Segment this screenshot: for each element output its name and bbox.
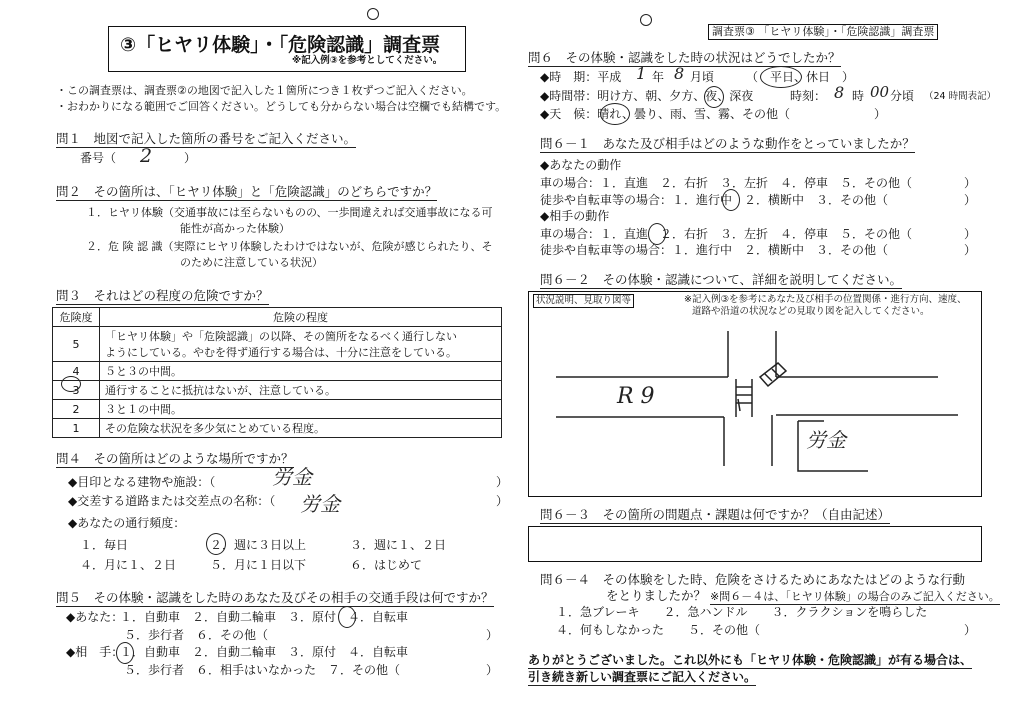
- risk-desc: [100, 327, 502, 362]
- q2-option-2[interactable]: ２．危 険 認 識（実際にヒヤリ体験したわけではないが、危険が感じられたり、そ: [86, 240, 493, 253]
- q5-you-options[interactable]: １．自動車 ２．自動二輪車 ３．原付 ４．自転車: [120, 610, 409, 624]
- q2-option-1[interactable]: １．ヒヤリ体験（交通事故には至らないものの、一歩間違えれば交通事故になる可: [86, 206, 493, 219]
- freq-option-5[interactable]: ５．月に１日以下: [210, 558, 307, 572]
- q6-period-month[interactable]: 8: [674, 64, 685, 83]
- risk-level: 3: [53, 381, 100, 400]
- q6-period-year-unit: 年: [652, 70, 665, 84]
- q6-1-you-car-close: ）: [964, 176, 977, 190]
- q6-4-label-cont: をとりましたか？: [606, 588, 707, 603]
- risk-row-1[interactable]: [53, 419, 502, 438]
- q4-crossroad-answer[interactable]: 労金: [300, 492, 340, 516]
- q4-frequency-label: ◆あなたの通行頻度：: [68, 516, 186, 530]
- q6-time-label[interactable]: ◆時間帯：明け方、朝、夕方、夜、深夜: [540, 89, 754, 103]
- q6-clock-hour[interactable]: 8: [834, 83, 845, 102]
- sketch-box-title: 状況説明、見取り図等: [533, 294, 634, 308]
- q6-4-note: ※問６－４は、「ヒヤリ体験」の場合のみご記入ください。: [710, 590, 1000, 603]
- risk-row-5[interactable]: [53, 327, 502, 362]
- q6-clock-minute-unit: 分頃: [890, 89, 915, 103]
- q6-1-you-heading: ◆あなたの動作: [540, 158, 622, 172]
- q6-4-options-1[interactable]: １．急ブレーキ ２．急ハンドル ３．クラクションを鳴らした: [556, 605, 928, 619]
- q6-clock-hour-unit: 時: [852, 89, 865, 103]
- q6-period-year[interactable]: 1: [636, 64, 647, 83]
- q6-3-label: 問６－３ その箇所の問題点・課題は何ですか？（自由記述）: [540, 507, 891, 522]
- q5-you-label: ◆あなた：: [66, 610, 124, 624]
- closing-line-1: ありがとうございました。これ以外にも「ヒヤリ体験・危険認識」が有る場合は、: [528, 653, 973, 667]
- q5-other-label: ◆相 手：: [66, 645, 124, 659]
- sketch-building-label: 労金: [806, 428, 846, 452]
- weather-sunny-circle: [600, 103, 630, 125]
- sketch-drawing: [528, 291, 980, 495]
- title-note: ※記入例③を参考としてください。: [292, 55, 443, 66]
- other-straight-circle: [648, 223, 666, 245]
- q6-1-label: 問６－１ あなた及び相手はどのような動作をとっていましたか？: [540, 136, 915, 151]
- q5-other-options[interactable]: １．自動車 ２．自動二輪車 ３．原付 ４．自転車: [120, 645, 409, 659]
- intro-line-2: ・おわかりになる範囲でご回答ください。どうしても分からない場合は空欄でも結構です。: [56, 100, 507, 113]
- q4-landmark-close: ）: [496, 475, 509, 489]
- q6-2-label: 問６－２ その体験・認識について、詳細を説明してください。: [540, 272, 903, 287]
- sketch-note-2: 道路や沿道の状況などの見取り図を記入してください。: [692, 306, 930, 317]
- q6-3-answer-box[interactable]: [528, 526, 982, 562]
- q5-other-car-circle: [116, 642, 134, 664]
- sketch-road-label: R 9: [617, 384, 655, 409]
- q5-you-options-2[interactable]: ５．歩行者 ６．その他（: [124, 628, 269, 642]
- q6-clock-minute[interactable]: 00: [870, 83, 890, 101]
- risk-row-3[interactable]: [53, 381, 502, 400]
- risk-table-header: [53, 308, 502, 327]
- q5-other-options-2[interactable]: ５．歩行者 ６．相手はいなかった ７．その他（: [124, 663, 401, 677]
- page-title: ③「ヒヤリ体験」・「危険認識」調査票: [120, 34, 441, 56]
- q1-close: ）: [184, 151, 197, 165]
- q6-weekday[interactable]: （ 平日、休日 ）: [746, 70, 855, 84]
- risk-level: 1: [53, 419, 100, 438]
- q6-4-options-2[interactable]: ４．何もしなかった ５．その他（: [556, 623, 761, 637]
- q4-landmark-answer[interactable]: 労金: [272, 465, 312, 489]
- q6-1-other-heading: ◆相手の動作: [540, 209, 610, 223]
- risk-row-4[interactable]: [53, 362, 502, 381]
- risk-desc: 通行することに抵抗はないが、注意している。: [100, 381, 502, 400]
- risk-3-selected-circle: [61, 376, 81, 392]
- q6-period-label: ◆時 期：平成: [540, 70, 622, 84]
- q5-you-close: ）: [486, 628, 499, 642]
- q1-answer[interactable]: 2: [140, 145, 153, 167]
- risk-desc: ５と３の中間。: [100, 362, 502, 381]
- q5-label: 問５ その体験・認識をした時のあなた及びその相手の交通手段は何ですか？: [56, 590, 494, 605]
- risk-desc: その危険な状況を多少気にとめている程度。: [100, 419, 502, 438]
- q4-crossroad-label: ◆交差する道路または交差点の名称：（: [68, 494, 276, 508]
- q6-1-you-walk-close: ）: [964, 193, 977, 207]
- freq-option-2[interactable]: ２．週に３日以上: [210, 538, 307, 552]
- q4-crossroad-close: ）: [496, 494, 509, 508]
- q2-label: 問２ その箇所は、「ヒヤリ体験」と「危険認識」のどちらですか？: [56, 184, 438, 199]
- q6-clock-label: 時刻：: [790, 89, 827, 103]
- freq-option-4[interactable]: ４．月に１、２日: [80, 558, 177, 572]
- sketch-note-1: ※記入例③を参考にあなた及び相手の位置関係・進行方向、速度、: [684, 294, 967, 305]
- q3-label: 問３ それはどの程度の危険ですか？: [56, 288, 269, 303]
- q4-landmark-label: ◆目印となる建物や施設：（: [68, 475, 216, 489]
- header-right: 調査票③ 「ヒヤリ体験」・「危険認識」調査票: [708, 24, 938, 40]
- q6-period-month-unit: 月頃: [690, 70, 715, 84]
- risk-table: [52, 307, 502, 438]
- q6-4-close: ）: [964, 623, 977, 637]
- risk-level: 2: [53, 400, 100, 419]
- time-night-circle: [704, 86, 724, 108]
- closing-line-2: 引き続き新しい調査票にご記入ください。: [528, 670, 757, 684]
- q6-label: 問６ その体験・認識をした時の状況はどうでしたか？: [528, 50, 841, 65]
- hole-punch: [640, 14, 652, 26]
- q1-field-label: 番号（: [80, 151, 117, 165]
- q5-you-bicycle-circle: [338, 606, 356, 628]
- q6-1-you-walk[interactable]: 徒歩や自転車等の場合：１．進行中 ２．横断中 ３．その他（: [540, 193, 889, 207]
- q6-1-other-car[interactable]: 車の場合：１．直進 ２．右折 ３．左折 ４．停車 ５．その他（: [540, 227, 913, 241]
- q1-label: 問１ 地図で記入した箇所の番号をご記入ください。: [56, 131, 357, 146]
- weekday-circle: [760, 66, 802, 88]
- risk-header-desc: 危険の程度: [100, 308, 502, 327]
- q6-clock-note: （24 時間表記）: [924, 91, 997, 102]
- freq-2-selected-circle: [206, 533, 226, 555]
- risk-desc: ３と１の中間。: [100, 400, 502, 419]
- q2-option-1-cont: 能性が高かった体験）: [180, 222, 290, 235]
- risk-desc-line-2: ようにしている。やむを得ず通行する場合は、十分に注意をしている。: [105, 346, 457, 359]
- q5-other-close: ）: [486, 663, 499, 677]
- q6-4-label: 問６－４ その体験をした時、危険をさけるためにあなたはどのような行動: [540, 572, 966, 587]
- risk-row-2[interactable]: [53, 400, 502, 419]
- q2-option-2-cont: のために注意している状況）: [180, 256, 323, 269]
- you-crossing-circle: [722, 189, 740, 211]
- q6-weather[interactable]: ◆天 候：晴れ、曇り、雨、雪、霧、その他（ ）: [540, 107, 886, 121]
- q6-1-other-walk-close: ）: [964, 243, 977, 257]
- q6-1-other-car-close: ）: [964, 227, 977, 241]
- q6-1-other-walk[interactable]: 徒歩や自転車等の場合：１．進行中 ２．横断中 ３．その他（: [540, 243, 889, 257]
- freq-option-1[interactable]: １．毎日: [80, 538, 129, 552]
- risk-level: 4: [53, 362, 100, 381]
- freq-option-3[interactable]: ３．週に１、２日: [350, 538, 447, 552]
- risk-header-level: 危険度: [53, 308, 100, 327]
- freq-option-6[interactable]: ６．はじめて: [350, 558, 423, 572]
- q4-label: 問４ その箇所はどのような場所ですか？: [56, 451, 294, 466]
- risk-level: 5: [53, 327, 100, 362]
- q6-1-you-car[interactable]: 車の場合：１．直進 ２．右折 ３．左折 ４．停車 ５．その他（: [540, 176, 913, 190]
- risk-desc-line-1: 「ヒヤリ体験」や「危険認識」の以降、その箇所をなるべく通行しない: [105, 330, 457, 343]
- intro-line-1: ・この調査票は、調査票②の地図で記入した１箇所につき１枚ずつご記入ください。: [56, 84, 473, 97]
- hole-punch: [367, 8, 379, 20]
